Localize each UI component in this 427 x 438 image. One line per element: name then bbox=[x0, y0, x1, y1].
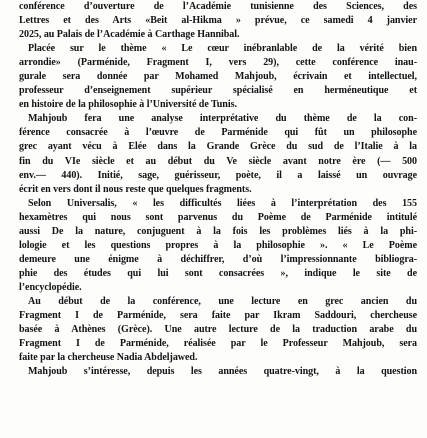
article-line: Fragment I de Parménide, réalisée par le Professeur Mahjoub, sera bbox=[19, 338, 417, 350]
article-line: professeur d’enseignement supérieur spécialisé en herméneutique et bbox=[19, 85, 417, 97]
article-line: Selon Universalis, « les difficultés liées à l’interprétation des 155 bbox=[28, 197, 417, 209]
article-line: conférence d’ouverture de l’Académie tunisienne des Sciences, des bbox=[19, 1, 417, 12]
article-line: demeure une énigme à déchiffrer, d’où l’impressionnante bibliogra- bbox=[19, 253, 417, 265]
article-line: en histoire de la philosophie à l’Université de Tunis. bbox=[19, 99, 237, 111]
article-line: lologie et les questions propres à la philosophie ». « Le Poème bbox=[19, 239, 417, 251]
article-line: env.— 440). Initié, sage, guérisseur, poète, il a laissé un ouvrage bbox=[19, 169, 417, 181]
article-line: aussi De la nature, conjuguent à la fois les problèmes liés à la phi- bbox=[19, 225, 417, 237]
article-line: Mahjoub s’intéresse, depuis les années quatre-vingt, à la question bbox=[28, 366, 417, 378]
article-line: 2025, au Palais de l’Académie à Carthage Hannibal. bbox=[19, 29, 240, 41]
article-line: Lettres et des Arts «Beit al-Hikma » prévue, ce samedi 4 janvier bbox=[19, 15, 417, 27]
article-line: écrit en vers dont il nous reste que quelques fragments. bbox=[19, 183, 252, 195]
article-line: Mahjoub fera une analyse interprétative du thème de la con- bbox=[28, 113, 417, 125]
article-line: l’encyclopédie. bbox=[19, 281, 82, 293]
article-line: hexamètres qui nous sont parvenus du Poème de Parménide intitulé bbox=[19, 211, 417, 223]
article-line: gurale sera donnée par Mohamed Mahjoub, écrivain et intellectuel, bbox=[19, 71, 417, 83]
article-body bbox=[19, 0, 417, 379]
article-line: Placée sur le thème « Le cœur inébranlable de la vérité bien bbox=[28, 43, 417, 55]
article-line: grec ayant vécu à Elée dans la Grande Grèce du sud de l’Italie à la bbox=[19, 141, 417, 153]
article-line: Fragment I de Parménide, sera faite par Ikram Saddouri, chercheuse bbox=[19, 310, 417, 322]
article-line: faite par la chercheuse Nadia Abdeljawed. bbox=[19, 352, 198, 364]
article-line: Au début de la conférence, une lecture en grec ancien du bbox=[28, 295, 417, 307]
article-line: basée à Athènes (Grèce). Une autre lecture de la traduction arabe du bbox=[19, 324, 417, 336]
article-line: férence consacrée à l’œuvre de Parménide qui fût un philosophe bbox=[19, 127, 417, 139]
article-line: fin du VIe siècle et au début du Ve siècle avant notre ère (— 500 bbox=[19, 155, 417, 167]
article-line: phie des études qui lui sont consacrées », indique le site de bbox=[19, 267, 417, 279]
article-line: arrondie» (Parménide, Fragment I, vers 29), cette conférence inau- bbox=[19, 57, 417, 69]
